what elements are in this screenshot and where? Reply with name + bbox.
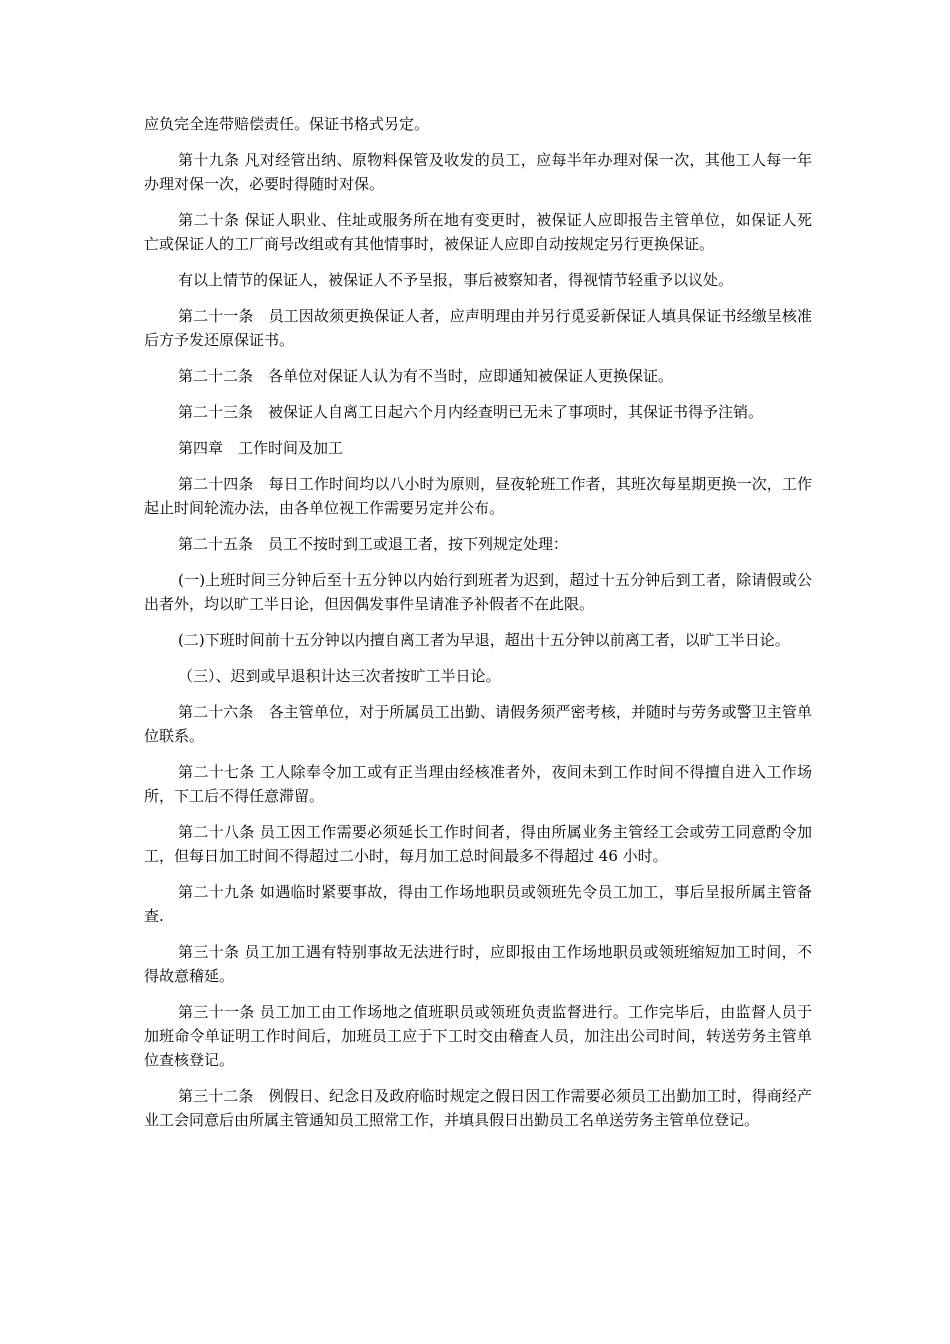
paragraph-continuation: 应负完全连带赔偿责任。保证书格式另定。 xyxy=(144,115,430,133)
paragraph-article-27: 第二十七条 工人除奉令加工或有正当理由经核准者外，夜间未到工作时间不得擅自进入工作场所，下工后不得任意滞留。 xyxy=(144,763,812,805)
paragraph-article-19: 第十九条 凡对经管出纳、原物料保管及收发的员工，应每半年办理对保一次，其他工人每一年办理对保一次，必要时得随时对保。 xyxy=(144,151,812,193)
paragraph-article-21: 第二十一条 员工因故须更换保证人者，应声明理由并另行觅妥新保证人填具保证书经缴呈核准后方予发还原保证书。 xyxy=(144,307,812,349)
paragraph-article-23: 第二十三条 被保证人自离工日起六个月内经查明已无未了事项时，其保证书得予注销。 xyxy=(178,403,764,421)
paragraph-article-22: 第二十二条 各单位对保证人认为有不当时，应即通知被保证人更换保证。 xyxy=(178,367,674,385)
paragraph-article-30: 第三十条 员工加工遇有特别事故无法进行时，应即报由工作场地职员或领班缩短加工时间，不得故意稽延。 xyxy=(144,943,812,985)
paragraph-article-25: 第二十五条 员工不按时到工或退工者，按下列规定处理： xyxy=(178,535,569,553)
paragraph-article-20: 第二十条 保证人职业、住址或服务所在地有变更时，被保证人应即报告主管单位，如保证人死亡或保证人的工厂商号改组或有其他情事时，被保证人应即自动按规定另行更换保证。 xyxy=(144,211,812,253)
paragraph-article-26: 第二十六条 各主管单位，对于所属员工出勤、请假务须严密考核，并随时与劳务或警卫主管单位联系。 xyxy=(144,703,812,745)
paragraph-article-24: 第二十四条 每日工作时间均以八小时为原则，昼夜轮班工作者，其班次每星期更换一次，工作起止时间轮流办法，由各单位视工作需要另定并公布。 xyxy=(144,475,812,517)
paragraph-item-2: (二)下班时间前十五分钟以内擅自离工者为早退，超出十五分钟以前离工者，以旷工半日论。 xyxy=(178,631,790,649)
paragraph-item-1: (一)上班时间三分钟后至十五分钟以内始行到班者为迟到，超过十五分钟后到工者，除请假或公出者外，均以旷工半日论，但因偶发事件呈请准予补假者不在此限。 xyxy=(144,571,812,613)
paragraph-article-32: 第三十二条 例假日、纪念日及政府临时规定之假日因工作需要必须员工出勤加工时，得商经产业工会同意后由所属主管通知员工照常工作，并填具假日出勤员工名单送劳务主管单位登记。 xyxy=(144,1087,812,1129)
paragraph-article-28: 第二十八条 员工因工作需要必须延长工作时间者，得由所属业务主管经工会或劳工同意酌令加工，但每日加工时间不得超过二小时，每月加工总时间最多不得超过 46 小时。 xyxy=(144,823,812,865)
paragraph-note: 有以上情节的保证人，被保证人不予呈报，事后被察知者，得视情节轻重予以议处。 xyxy=(178,271,734,289)
chapter-heading: 第四章 工作时间及加工 xyxy=(178,439,344,457)
paragraph-article-29: 第二十九条 如遇临时紧要事故，得由工作场地职员或领班先令员工加工，事后呈报所属主管备查. xyxy=(144,883,812,925)
paragraph-item-3: （三）、迟到或早退积计达三次者按旷工半日论。 xyxy=(178,667,501,685)
paragraph-article-31: 第三十一条 员工加工由工作场地之值班职员或领班负责监督进行。工作完毕后，由监督人员于加班命令单证明工作时间后，加班员工应于下工时交由稽查人员，加注出公司时间，转送劳务主管单位查核登记。 xyxy=(144,1003,812,1069)
document-page xyxy=(144,112,812,1144)
